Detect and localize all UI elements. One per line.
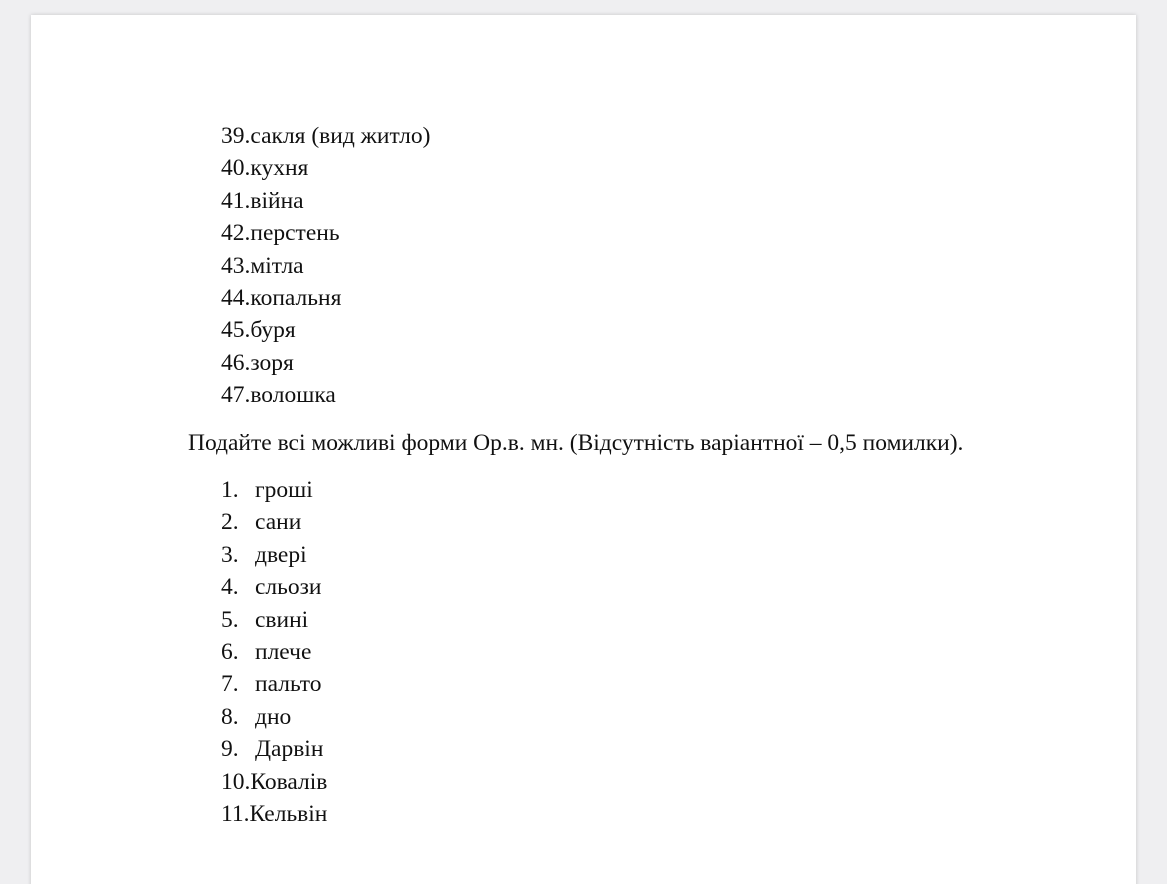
list-item xyxy=(221,798,327,830)
item-number: 43. xyxy=(221,252,251,279)
item-word: Кельвін xyxy=(249,800,328,827)
list-item xyxy=(221,474,327,506)
word-list-continued xyxy=(221,120,430,412)
item-word: перстень xyxy=(250,220,340,247)
document-page xyxy=(31,15,1136,884)
list-item xyxy=(221,152,430,184)
list-item xyxy=(221,379,430,411)
item-word: Дарвін xyxy=(255,736,324,763)
item-word: сакля (вид житло) xyxy=(250,123,431,149)
item-number: 8. xyxy=(221,703,239,730)
item-word: мітла xyxy=(250,252,304,279)
item-word: свині xyxy=(255,606,309,633)
list-item xyxy=(221,668,327,700)
list-item xyxy=(221,539,327,571)
list-item xyxy=(221,120,430,152)
list-item xyxy=(221,571,327,603)
item-word: копальня xyxy=(250,284,342,311)
list-item xyxy=(221,185,430,217)
item-word: кухня xyxy=(250,155,309,182)
list-item xyxy=(221,636,327,668)
item-number: 5. xyxy=(221,606,239,633)
item-number: 2. xyxy=(221,509,239,536)
list-item xyxy=(221,282,430,314)
item-word: плече xyxy=(255,638,312,665)
list-item xyxy=(221,347,430,379)
item-number: 7. xyxy=(221,671,239,698)
item-word: війна xyxy=(250,187,304,214)
list-item xyxy=(221,250,430,282)
item-number: 9. xyxy=(221,736,239,763)
item-number: 4. xyxy=(221,574,239,601)
item-word: Ковалів xyxy=(250,768,328,795)
item-word: зоря xyxy=(250,349,294,376)
item-number: 45. xyxy=(221,317,251,344)
item-number: 44. xyxy=(221,284,251,311)
item-number: 41. xyxy=(221,187,251,214)
item-number: 46. xyxy=(221,349,251,376)
list-item xyxy=(221,314,430,346)
item-number: 40. xyxy=(221,155,251,182)
item-word: пальто xyxy=(255,671,322,698)
item-word: буря xyxy=(250,317,296,344)
task-instruction: Подайте всі можливі форми Ор.в. мн. (Відсутність варіантної – 0,5 помилки). xyxy=(188,430,964,456)
list-item xyxy=(221,701,327,733)
item-word: сльози xyxy=(255,574,322,601)
item-number: 6. xyxy=(221,638,239,665)
item-number: 47. xyxy=(221,382,251,409)
list-item xyxy=(221,604,327,636)
item-number: 11. xyxy=(221,800,250,827)
item-word: гроші xyxy=(255,477,313,503)
item-word: двері xyxy=(255,541,307,568)
item-number: 3. xyxy=(221,541,239,568)
item-number: 1. xyxy=(221,477,239,503)
item-number: 10. xyxy=(221,768,251,795)
item-word: волошка xyxy=(250,382,336,409)
item-word: дно xyxy=(255,703,292,730)
list-item xyxy=(221,766,327,798)
item-number: 39. xyxy=(221,123,251,149)
item-word: сани xyxy=(255,509,302,536)
item-number: 42. xyxy=(221,220,251,247)
list-item xyxy=(221,506,327,538)
list-item xyxy=(221,217,430,249)
list-item xyxy=(221,733,327,765)
word-list-plural-instrumental xyxy=(221,474,327,830)
